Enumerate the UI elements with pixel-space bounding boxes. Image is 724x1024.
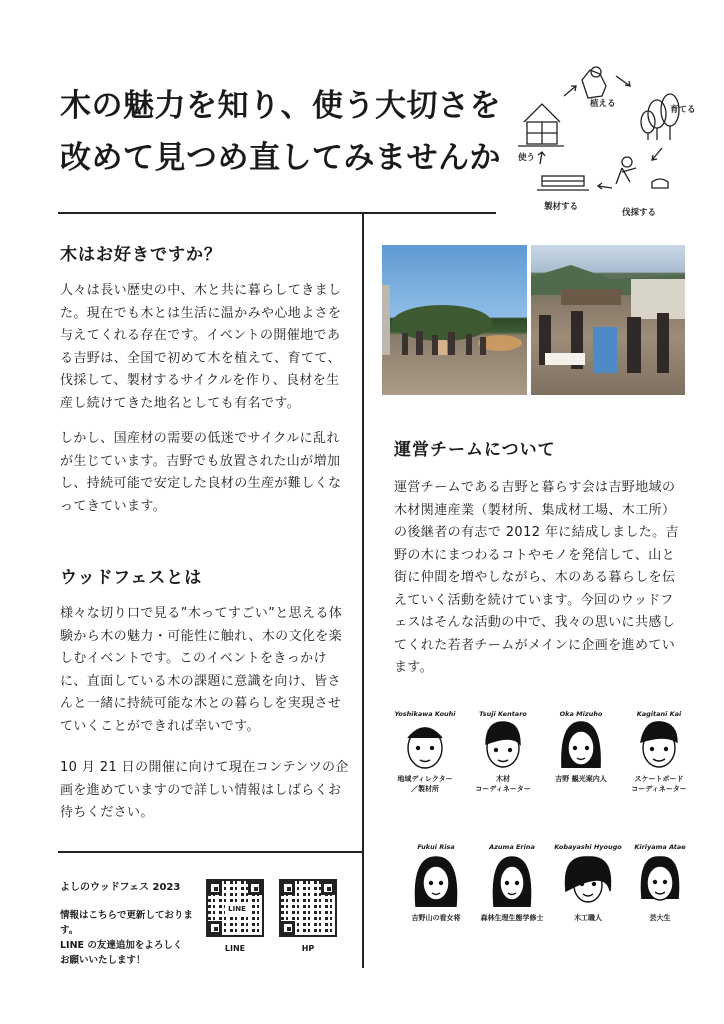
growing-trees-icon — [641, 94, 679, 140]
cycle-label-sawmill: 製材する — [544, 202, 579, 212]
line-qr-label: LINE — [224, 944, 246, 953]
member-role: スケートボード コーディネーター — [631, 775, 687, 793]
member-portrait-icon — [542, 718, 620, 770]
event-photo-mountain-crowd — [382, 245, 527, 395]
member-role: 地域ディレクター ／製材所 — [397, 775, 453, 793]
member-card — [620, 710, 698, 794]
arrow-icon — [564, 86, 576, 96]
divider-vertical — [362, 212, 364, 968]
cycle-label-use: 使う — [518, 153, 536, 163]
headline-line-1: 木の魅力を知り、使う大切さを — [60, 88, 501, 124]
woodfes-paragraph-2: 10 月 21 日の開催に向けて現在コンテンツの企画を進めていますので詳しい情報はしばらくお待ちください。 — [60, 760, 349, 820]
member-name: Yoshikawa Kouhi — [394, 710, 456, 718]
member-card — [464, 710, 542, 794]
member-card — [400, 843, 472, 923]
qr-finder-icon — [208, 881, 222, 895]
member-portrait-icon — [464, 718, 542, 770]
section-title-woodfes: ウッドフェスとは — [60, 568, 203, 588]
wooden-house-icon — [518, 104, 564, 146]
member-portrait-icon — [386, 718, 464, 770]
event-name: よしのウッドフェス 2023 — [60, 882, 181, 893]
cycle-label-harvest: 伐採する — [622, 208, 657, 218]
wood-cycle-illustration — [512, 52, 702, 222]
member-portrait-icon — [552, 851, 624, 909]
like-wood-paragraph-1: 人々は長い歴史の中、木と共に暮らしてきました。現在でも木とは生活に温かみや心地よさを与えてくれる存在です。イベントの開催地である吉野は、全国で初めて木を植えて、育てて、伐採して、製材するサイクルを作り、良材を生産し続けてきた地名としても有名です。 — [60, 283, 342, 411]
hp-qr-code[interactable] — [279, 879, 337, 937]
divider-footer — [58, 851, 363, 853]
hp-qr-label: HP — [301, 944, 315, 953]
arrow-icon — [616, 76, 630, 86]
planting-figure-icon — [582, 70, 606, 98]
arrow-icon — [598, 183, 612, 189]
qr-finder-icon — [281, 921, 295, 935]
arrow-icon — [652, 148, 662, 160]
member-role: 吉野 観光案内人 — [555, 775, 607, 783]
headline — [60, 80, 510, 184]
sawmill-logs-icon — [537, 176, 589, 190]
harvesting-figure-icon — [616, 157, 668, 188]
section-title-team: 運営チームについて — [394, 440, 556, 460]
member-portrait-icon — [472, 851, 552, 909]
member-portrait-icon — [624, 851, 696, 909]
member-role: 芸大生 — [649, 914, 671, 922]
cycle-label-plant: 植える — [590, 99, 616, 109]
qr-finder-icon — [321, 881, 335, 895]
member-card — [624, 843, 696, 923]
woodfes-paragraph-1: 様々な切り口で見る”木ってすごい”と思える体験から木の魅力・可能性に触れ、木の文化を楽しむイベントです。このイベントをきっかけに、直面している木の課題に意識を向け、皆さんと一緒に持続可能な木との暮らしを実現させていくことができれば幸いです。 — [60, 606, 343, 734]
like-wood-paragraph-2: しかし、国産材の需要の低迷でサイクルに乱れが生じています。吉野でも放置された山が増加し、持続可能で安定した良材の生産が難しくなってきています。 — [60, 431, 342, 514]
member-name: Oka Mizuho — [559, 710, 603, 718]
arrow-icon — [538, 152, 545, 164]
qr-finder-icon — [248, 881, 262, 895]
divider-top — [58, 212, 496, 214]
member-row-1 — [386, 710, 706, 820]
team-paragraph: 運営チームである吉野と暮らす会は吉野地域の木材関連産業（製材所、集成材工場、木工所）の後継者の有志で 2012 年に結成しました。吉野の木にまつわるコトやモノを発信して、山と街に仲間を増やしながら、木のある暮らしを伝えていく活動を続けています。今回のウッドフェスはそんな活動の中で、我々の思いに共感してくれた若者チームがメインに企画を進めています。 — [394, 480, 679, 675]
qr-finder-icon — [281, 881, 295, 895]
member-row-2 — [400, 843, 700, 943]
line-logo-badge: LINE — [225, 903, 249, 915]
qr-finder-icon — [208, 921, 222, 935]
member-name: Azuma Erina — [489, 843, 535, 851]
event-photo-market — [531, 245, 685, 395]
member-card — [542, 710, 620, 784]
member-card — [472, 843, 552, 923]
line-qr-block[interactable] — [206, 879, 264, 953]
member-role: 吉野山の看女将 — [411, 914, 461, 922]
member-role: 森林生理生態学修士 — [480, 914, 544, 922]
member-card — [386, 710, 464, 794]
member-name: Kagitani Kai — [636, 710, 682, 718]
line-qr-code[interactable] — [206, 879, 264, 937]
cycle-label-grow: 育てる — [670, 105, 696, 115]
member-portrait-icon — [400, 851, 472, 909]
section-title-like-wood: 木はお好きですか？ — [60, 245, 222, 265]
member-name: Fukui Risa — [417, 843, 455, 851]
member-name: Kiriyama Atae — [634, 843, 686, 851]
member-role: 木工職人 — [574, 914, 602, 922]
member-name: Tsuji Kentaro — [479, 710, 527, 718]
member-card — [552, 843, 624, 923]
member-portrait-icon — [620, 718, 698, 770]
member-name: Kobayashi Hyougo — [554, 843, 622, 851]
footer-note: 情報はこちらで更新しております。 LINE の友達追加をよろしく お願いいたします！ — [60, 910, 193, 966]
hp-qr-block[interactable] — [279, 879, 337, 953]
headline-line-2: 改めて見つめ直してみませんか — [60, 140, 501, 176]
member-role: 木材 コーディネーター — [475, 775, 531, 793]
